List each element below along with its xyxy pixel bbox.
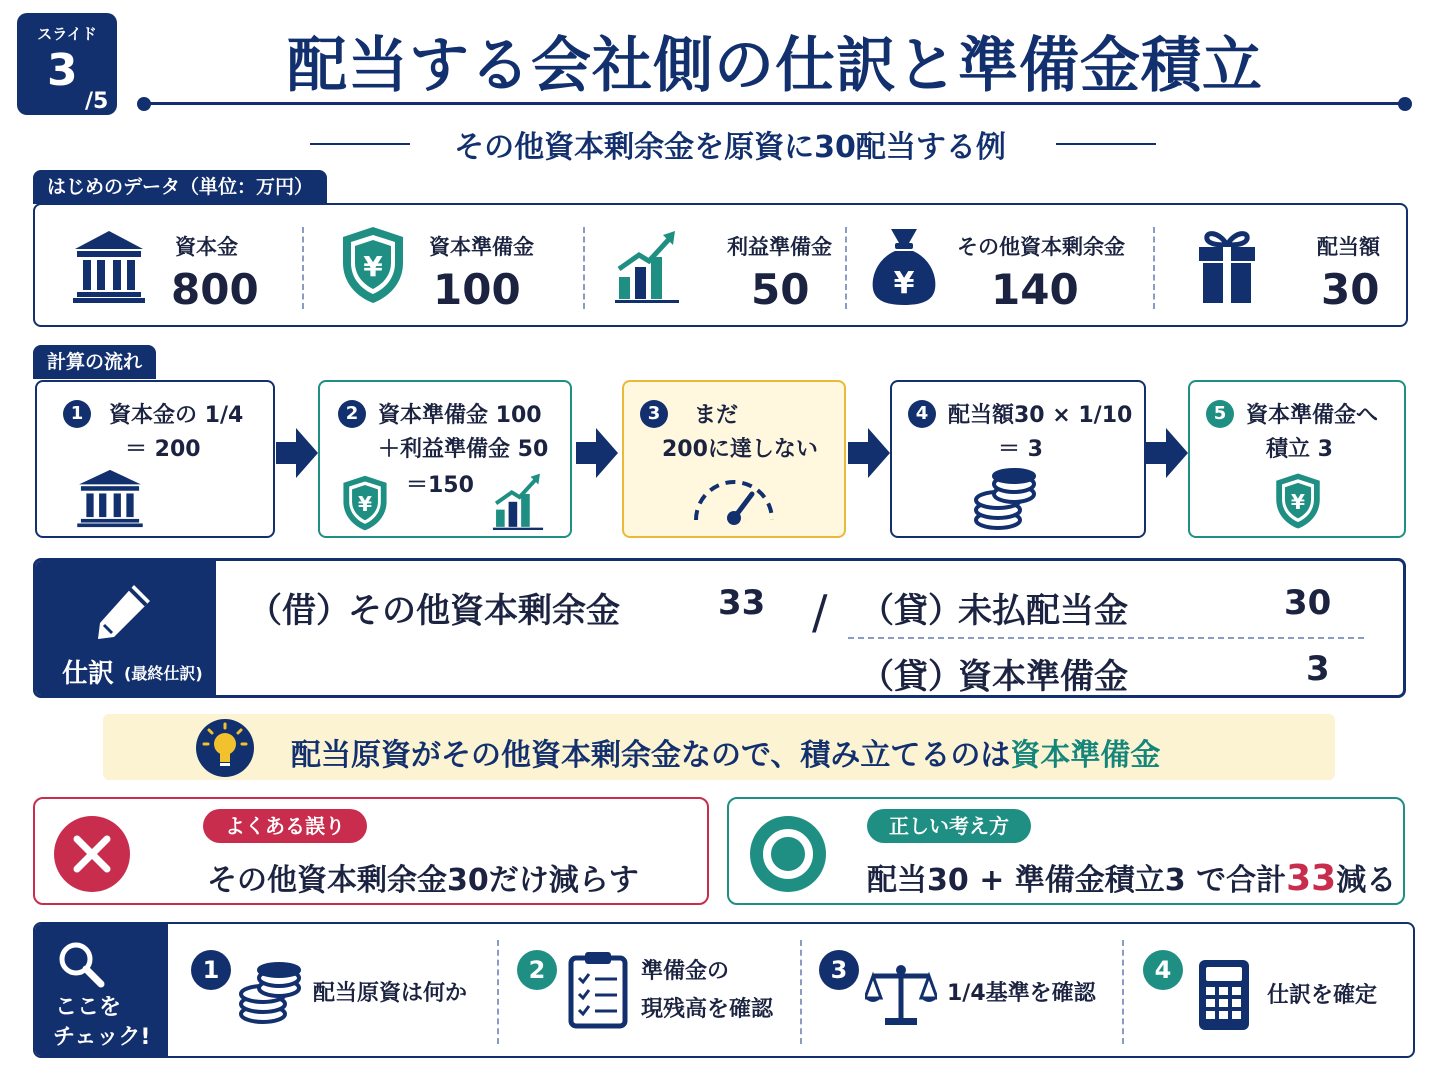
step-text: 配当額30 × 1/10 <box>948 403 1133 428</box>
journal-label: 仕訳 <box>62 659 115 689</box>
rule-dot-right <box>1398 97 1412 111</box>
credit1-account: 未払配当金 <box>958 591 1128 631</box>
check-label-2: チェック! <box>53 1025 151 1050</box>
correct-highlight: 33 <box>1286 858 1337 899</box>
data-label-capital: 資本金 <box>175 235 238 259</box>
initial-data-panel <box>33 203 1408 327</box>
correct-text <box>867 855 1396 899</box>
yen-shield-icon <box>341 225 405 305</box>
cross-icon <box>53 815 131 893</box>
data-item-capital <box>35 205 303 325</box>
magnifier-icon <box>57 940 105 988</box>
divider <box>800 940 802 1044</box>
check-number: 3 <box>819 950 859 990</box>
divider <box>1122 940 1124 1044</box>
initial-data-tag: はじめのデータ（単位：万円） <box>33 170 327 204</box>
calculator-icon <box>1197 958 1251 1032</box>
journal-slash: / <box>812 585 828 639</box>
page-title: 配当する会社側の仕訳と準備金積立 <box>287 31 1263 101</box>
data-value-earned-reserve: 50 <box>751 265 810 314</box>
rule-dot-left <box>137 97 151 111</box>
data-item-other-capital-surplus <box>845 205 1153 325</box>
data-item-earned-reserve <box>583 205 845 325</box>
step-text: 積立 3 <box>1266 437 1333 462</box>
subtitle: その他資本剰余金を原資に30配当する例 <box>454 130 1006 165</box>
balance-scale-icon <box>865 962 937 1026</box>
slide-number: 3 <box>47 45 78 96</box>
step-number: 3 <box>640 400 668 428</box>
credit1-tag: （貸） <box>860 591 962 631</box>
flow-arrow-icon <box>276 428 318 478</box>
credit2-account: 資本準備金 <box>958 657 1128 697</box>
yen-shield-icon <box>342 474 388 532</box>
mistake-text: その他資本剰余金30だけ減らす <box>207 863 639 898</box>
flow-arrow-icon <box>576 428 618 478</box>
data-item-capital-reserve <box>303 205 583 325</box>
flow-step-3 <box>622 380 846 538</box>
credit2-tag: （貸） <box>860 657 962 697</box>
svg-text:¥: ¥ <box>1290 489 1306 514</box>
check-item-text: 現残高を確認 <box>641 997 774 1022</box>
step-text: 200に達しない <box>662 437 818 462</box>
step-number: 5 <box>1206 400 1234 428</box>
debit-amount: 33 <box>718 583 766 623</box>
growth-chart-icon <box>615 229 679 303</box>
flow-step-1 <box>35 380 275 538</box>
clipboard-icon <box>567 948 629 1030</box>
step-number: 1 <box>63 400 91 428</box>
correct-pill: 正しい考え方 <box>867 809 1031 843</box>
data-item-dividend <box>1153 205 1408 325</box>
lightbulb-icon <box>195 718 255 778</box>
flow-tag: 計算の流れ <box>33 345 156 379</box>
step-text: ＝ 3 <box>998 437 1043 462</box>
check-item-text: 準備金の <box>641 959 730 984</box>
divider <box>497 940 499 1044</box>
flow-arrow-icon <box>848 428 890 478</box>
svg-text:¥: ¥ <box>893 266 915 301</box>
gift-icon <box>1197 227 1257 305</box>
coins-icon <box>235 962 305 1024</box>
credit2-amount: 3 <box>1306 649 1330 689</box>
svg-text:¥: ¥ <box>363 250 383 283</box>
step-text: 資本金の 1/4 <box>109 403 244 428</box>
check-label-1: ここを <box>55 995 122 1020</box>
data-label-capital-reserve: 資本準備金 <box>429 235 534 259</box>
circle-check-icon <box>749 815 827 893</box>
journal-label-sub: (最終仕訳) <box>124 664 203 683</box>
correct-text-before: 配当30 + 準備金積立3 で合計 <box>867 863 1287 898</box>
slide-badge <box>17 13 117 115</box>
step-text: 資本準備金 100 <box>378 403 542 428</box>
pencil-icon <box>94 581 154 643</box>
coins-icon <box>972 468 1038 530</box>
svg-text:¥: ¥ <box>358 491 372 516</box>
note-main: 配当原資がその他資本剰余金なので、積み立てるのは <box>291 738 1011 773</box>
note-text <box>291 730 1160 774</box>
credit1-amount: 30 <box>1284 583 1332 623</box>
note-highlight: 資本準備金 <box>1010 738 1161 773</box>
check-item-text: 1/4基準を確認 <box>947 981 1096 1006</box>
journal-entry-panel <box>33 558 1406 698</box>
data-value-capital: 800 <box>171 265 259 314</box>
subtitle-rule-right <box>1056 143 1156 145</box>
slide-total: /5 <box>85 89 109 114</box>
data-value-capital-reserve: 100 <box>433 265 521 314</box>
data-label-other-capital-surplus: その他資本剰余金 <box>957 235 1125 259</box>
step-text: ＝ 200 <box>125 437 201 462</box>
flow-arrow-icon <box>1146 428 1188 478</box>
correct-thinking-panel <box>727 797 1405 905</box>
check-number: 4 <box>1143 950 1183 990</box>
step-text: まだ <box>694 403 739 428</box>
flow-step-4 <box>890 380 1146 538</box>
flow-step-2 <box>318 380 572 538</box>
journal-side <box>36 561 216 695</box>
correct-text-after: 減る <box>1336 863 1397 898</box>
growth-chart-icon <box>492 472 544 530</box>
step-number: 2 <box>338 400 366 428</box>
check-number: 2 <box>517 950 557 990</box>
debit-tag: （借） <box>248 591 350 631</box>
debit-account: その他資本剰余金 <box>348 591 620 631</box>
checkpoints-panel <box>33 922 1415 1058</box>
key-point-note <box>103 714 1335 780</box>
check-item-text: 仕訳を確定 <box>1267 983 1378 1008</box>
yen-shield-icon <box>1274 472 1322 530</box>
flow-step-5 <box>1188 380 1406 538</box>
journal-divider <box>848 637 1364 639</box>
gauge-icon <box>690 470 778 526</box>
money-bag-icon <box>869 225 939 307</box>
bank-icon <box>77 468 143 528</box>
slide-label: スライド <box>37 25 97 43</box>
data-value-other-capital-surplus: 140 <box>991 265 1079 314</box>
step-text: ＝150 <box>406 473 474 498</box>
check-number: 1 <box>191 950 231 990</box>
mistake-pill: よくある誤り <box>203 809 367 843</box>
data-label-earned-reserve: 利益準備金 <box>727 235 832 259</box>
check-side <box>35 924 168 1056</box>
step-number: 4 <box>908 400 936 428</box>
data-value-dividend: 30 <box>1321 265 1380 314</box>
data-label-dividend: 配当額 <box>1317 235 1380 259</box>
step-text: ＋利益準備金 50 <box>378 437 549 462</box>
check-item-text: 配当原資は何か <box>313 981 468 1006</box>
common-mistake-panel <box>33 797 709 905</box>
step-text: 資本準備金へ <box>1246 403 1379 428</box>
bank-icon <box>73 229 145 303</box>
title-rule <box>144 102 1408 105</box>
